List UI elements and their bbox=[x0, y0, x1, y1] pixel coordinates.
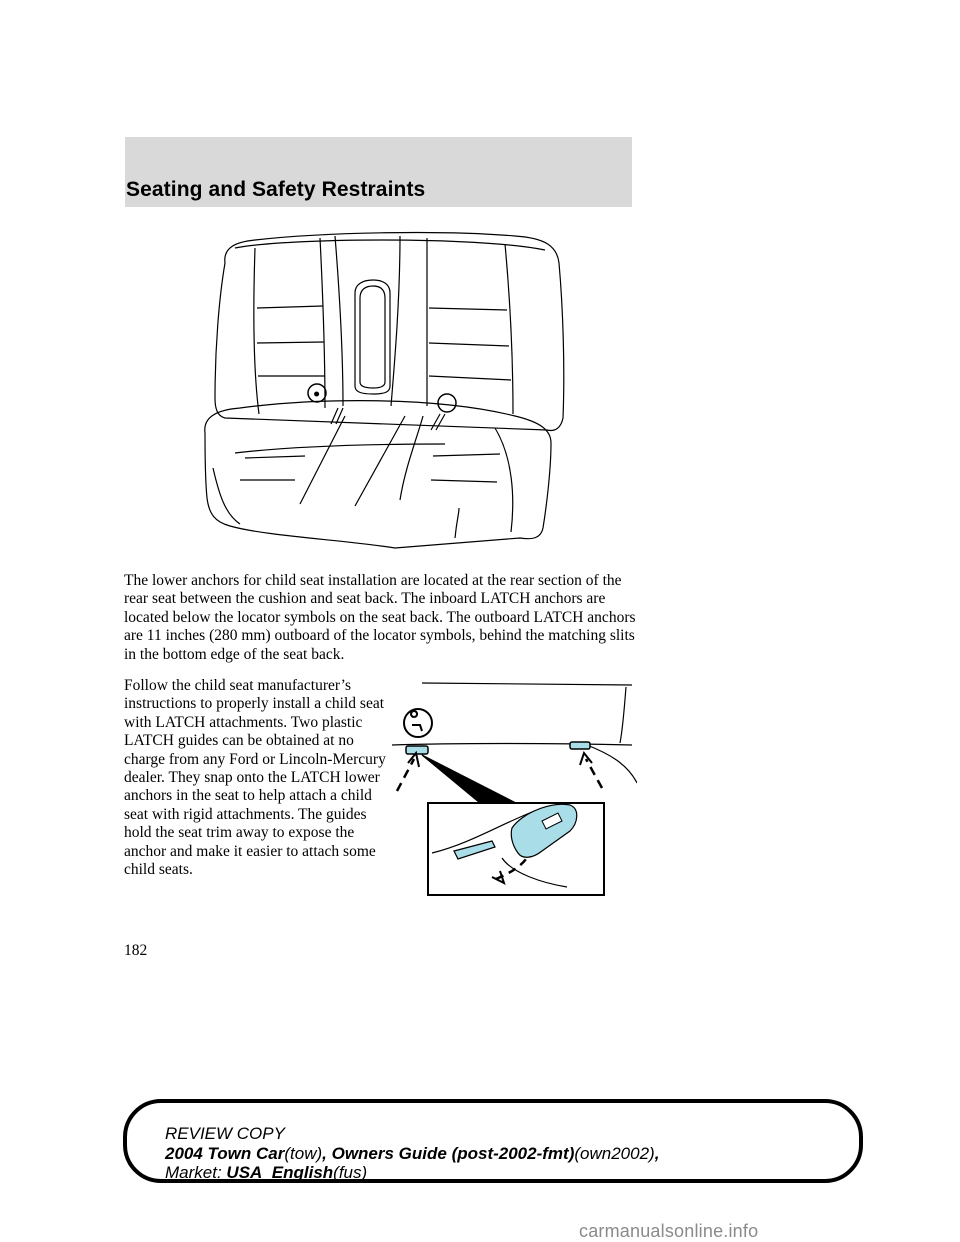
review-copy-model-line bbox=[165, 1144, 659, 1164]
model-code: (tow) bbox=[284, 1143, 323, 1163]
market-value: USA_English bbox=[226, 1163, 334, 1182]
model-name: 2004 Town Car bbox=[165, 1143, 285, 1163]
paragraph-latch-guides: Follow the child seat manufacturer’s instructions to properly install a child seat with LATCH attachments. Two plastic LATCH guides can be obtained at no charge from any Ford or Lincoln-Mercury dealer. They snap onto the LATCH lower anchors in the seat to help attach a child seat with rigid attachments. The guides hold the seat trim away to expose the anchor and make it easier to attach some child seats. bbox=[124, 677, 386, 879]
market-code: (fus) bbox=[333, 1163, 368, 1182]
page-number: 182 bbox=[124, 942, 148, 959]
separator: , bbox=[322, 1143, 332, 1163]
svg-text:⚫: ⚫ bbox=[312, 388, 322, 401]
section-title: Seating and Safety Restraints bbox=[126, 178, 426, 201]
market-label: Market: bbox=[165, 1163, 222, 1182]
watermark: carmanualsonline.info bbox=[579, 1221, 759, 1241]
review-copy-label: REVIEW COPY bbox=[165, 1124, 285, 1143]
latch-guide-illustration bbox=[392, 673, 637, 898]
guide-name: Owners Guide (post-2002-fmt) bbox=[331, 1143, 575, 1163]
separator: , bbox=[654, 1143, 660, 1163]
guide-code: (own2002) bbox=[574, 1143, 655, 1163]
paragraph-latch-anchor-location: The lower anchors for child seat installation are located at the rear section of the rear seat between the cushion and seat back. The inboard LATCH anchors are located below the locator symbols on the seat back. The outboard LATCH anchors are 11 inches (280 mm) outboard of the locator symbols, behind the matching slits in the bottom edge of the seat back. bbox=[124, 572, 636, 663]
review-copy-text bbox=[165, 1124, 659, 1183]
rear-seat-illustration bbox=[195, 218, 580, 558]
review-copy-market-line bbox=[165, 1163, 659, 1183]
